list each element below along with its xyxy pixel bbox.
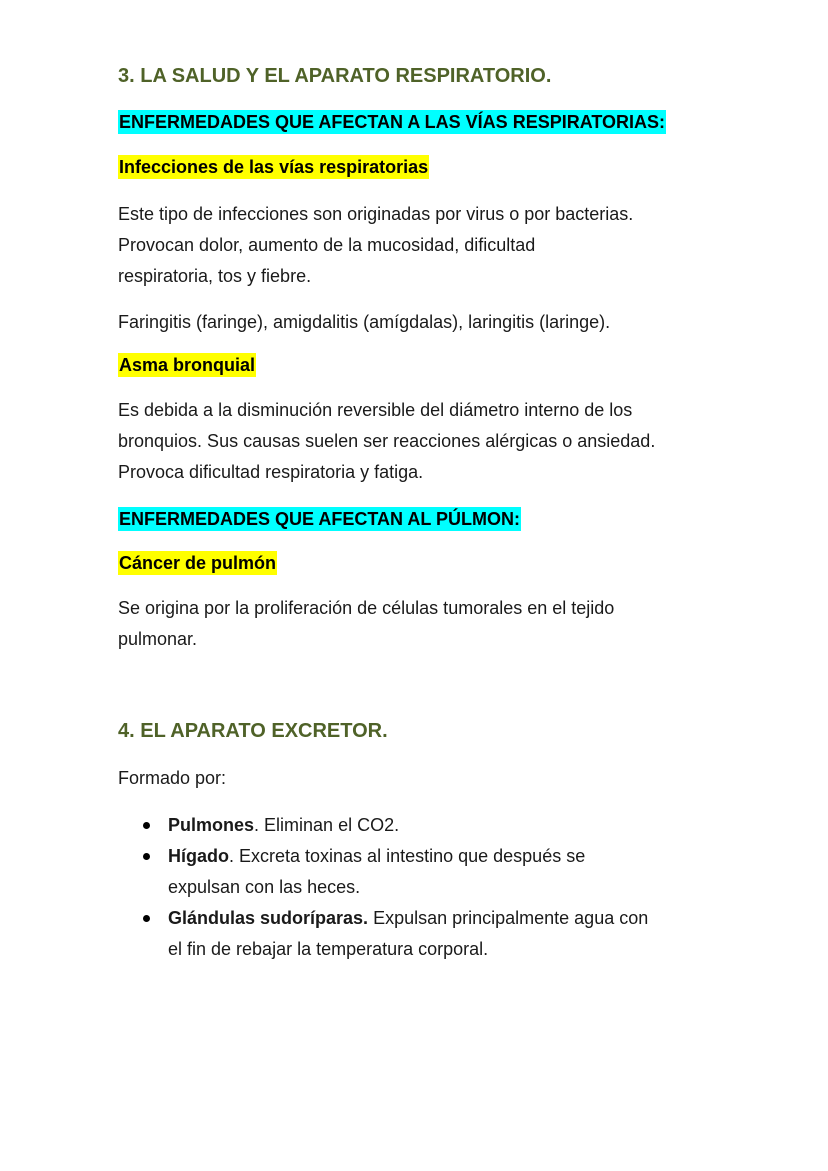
asthma-paragraph [118, 395, 718, 488]
bullet-icon [143, 915, 150, 922]
asthma-line-3: Provoca dificultad respiratoria y fatiga. [118, 462, 424, 482]
infections-examples-text: Faringitis (faringe), amigdalitis (amígdalas), laringitis (laringe). [118, 312, 611, 332]
lung-cancer-line-1: Se origina por la proliferación de células tumorales en el tejido [118, 598, 615, 618]
list-item-text: Expulsan principalmente agua con [368, 908, 649, 928]
respiratory-tract-diseases-heading: ENFERMEDADES QUE AFECTAN A LAS VÍAS RESPIRATORIAS: [119, 112, 666, 132]
infections-line-1: Este tipo de infecciones son originadas por virus o por bacterias. [118, 204, 634, 224]
infections-line-2: Provocan dolor, aumento de la mucosidad, dificultad [118, 235, 536, 255]
excretor-intro-text: Formado por: [118, 768, 227, 788]
list-item-continuation: expulsan con las heces. [168, 877, 361, 897]
infections-examples [118, 307, 718, 338]
lung-diseases-heading: ENFERMEDADES QUE AFECTAN AL PÚLMON: [119, 509, 521, 529]
asthma-heading: Asma bronquial [119, 355, 256, 375]
list-item-term: Hígado [168, 846, 229, 866]
excretor-organs-list [118, 810, 718, 965]
bullet-icon [143, 853, 150, 860]
list-item-term: Glándulas sudoríparas. [168, 908, 369, 928]
excretor-intro [118, 763, 718, 794]
infections-heading: Infecciones de las vías respiratorias [119, 157, 429, 177]
list-item-text: . Eliminan el CO2. [254, 815, 400, 835]
list-item-continuation: el fin de rebajar la temperatura corporal. [168, 939, 489, 959]
list-item [118, 810, 718, 841]
asthma-line-1: Es debida a la disminución reversible del diámetro interno de los [118, 400, 633, 420]
lung-cancer-paragraph [118, 593, 718, 655]
list-item [118, 903, 718, 965]
asthma-line-2: bronquios. Sus causas suelen ser reacciones alérgicas o ansiedad. [118, 431, 656, 451]
list-item-text: . Excreta toxinas al intestino que después se [229, 846, 586, 866]
lung-cancer-heading: Cáncer de pulmón [119, 553, 277, 573]
infections-line-3: respiratoria, tos y fiebre. [118, 266, 312, 286]
section-4-title: 4. EL APARATO EXCRETOR. [118, 720, 388, 742]
lung-cancer-line-2: pulmonar. [118, 629, 198, 649]
list-item-term: Pulmones [168, 815, 255, 835]
section-3-title: 3. LA SALUD Y EL APARATO RESPIRATORIO. [118, 65, 552, 87]
infections-paragraph [118, 199, 718, 292]
bullet-icon [143, 822, 150, 829]
list-item [118, 841, 718, 903]
